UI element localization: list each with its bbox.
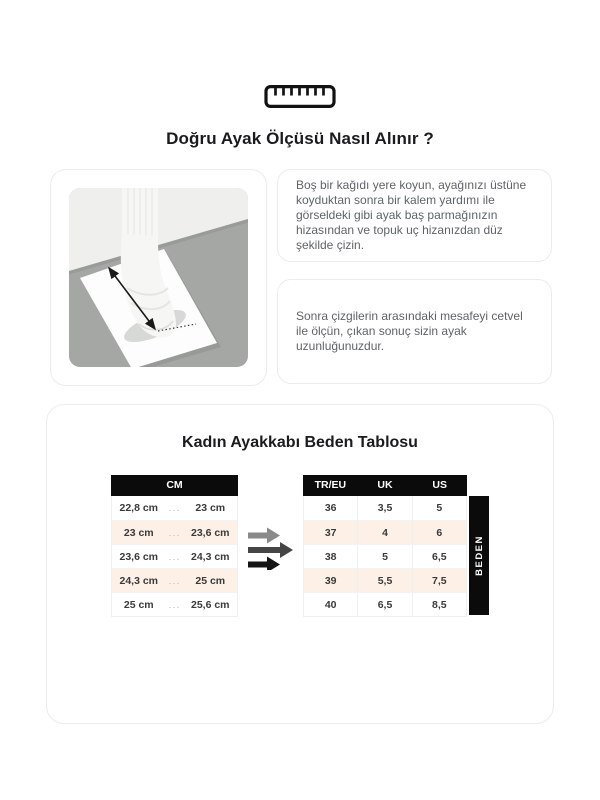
instruction-step-2-text: Sonra çizgilerin arasındaki mesafeyi cetvel ile ölçün, çıkan sonuç sizin ayak uzunluğunuzdur. xyxy=(296,309,523,353)
size-table-body xyxy=(303,496,467,617)
size-table-row: 38 5 6,5 xyxy=(304,544,466,568)
cm-table-row: 22,8 cm ... 23 cm xyxy=(112,496,237,520)
page-title: Doğru Ayak Ölçüsü Nasıl Alınır ? xyxy=(166,129,434,148)
col-header-us: US xyxy=(432,479,447,491)
col-header-tr-eu: TR/EU xyxy=(314,479,347,491)
ruler-icon xyxy=(264,84,336,109)
cm-table-row: 24,3 cm ... 25 cm xyxy=(112,568,237,592)
col-header-uk: UK xyxy=(377,479,393,491)
instructions-section xyxy=(50,169,552,386)
instruction-step-1-text: Boş bir kağıdı yere koyun, ayağınızı üstüne koyduktan sonra bir kalem yardımı ile görseldeki gibi ayak baş parmağınızın hizasından ve topuk uç hizanızdan düz şekilde çizin. xyxy=(296,178,527,252)
size-table-header-row xyxy=(303,475,467,496)
size-table-row: 39 5,5 7,5 xyxy=(304,568,466,592)
transfer-arrows-icon xyxy=(248,524,294,570)
cm-table-row: 23 cm ... 23,6 cm xyxy=(112,520,237,544)
cm-table-body xyxy=(111,496,238,617)
size-table-row: 37 4 6 xyxy=(304,520,466,544)
size-tables-row xyxy=(47,475,553,617)
measurement-photo-card xyxy=(50,169,267,386)
cm-table-row: 23,6 cm ... 24,3 cm xyxy=(112,544,237,568)
size-guide-card xyxy=(46,404,554,724)
size-table-row: 36 3,5 5 xyxy=(304,496,466,520)
instruction-step-2 xyxy=(277,279,552,384)
size-table-row: 40 6,5 8,5 xyxy=(304,592,466,616)
instruction-step-1 xyxy=(277,169,552,262)
instruction-text-column xyxy=(277,169,552,386)
beden-side-label: BEDEN xyxy=(473,535,485,576)
foot-measurement-photo xyxy=(69,188,248,367)
cm-table-header: CM xyxy=(111,475,238,496)
cm-table xyxy=(111,475,238,617)
size-guide-title: Kadın Ayakkabı Beden Tablosu xyxy=(182,434,418,451)
beden-side-bar xyxy=(469,496,489,615)
page-header xyxy=(0,0,600,149)
international-size-table xyxy=(303,475,467,617)
cm-table-row: 25 cm ... 25,6 cm xyxy=(112,592,237,616)
